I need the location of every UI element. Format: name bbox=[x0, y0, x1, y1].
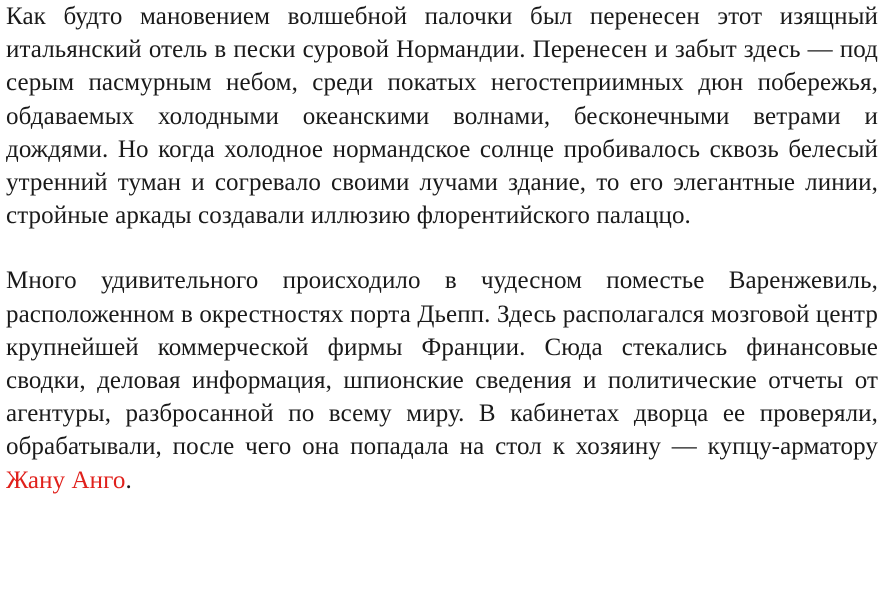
paragraph-hotel-description bbox=[6, 0, 878, 232]
paragraph-text-before: Много удивительного происходило в чудесном поместье Варенжевиль, расположенном в окрестностях порта Дьепп. Здесь располагался мозговой центр крупнейшей коммерческой фирмы Франции. Сюда стекались финансовые сводки, деловая информация, шпионские сведения и политические отчеты от агентуры, разбросанной по всему миру. В кабинетах дворца ее проверяли, обрабатывали, после чего она попадала на стол к хозяину — купцу-арматору bbox=[6, 267, 878, 461]
paragraph-text: Как будто мановением волшебной палочки был перенесен этот изящный итальянский отель в пески суровой Нормандии. Перенесен и забыт здесь — под серым пасмурным небом, среди покатых негостеприимных дюн побережья, обдаваемых холодными океанскими волнами, бесконечными ветрами и дождями. Но когда холодное нормандское солнце пробивалось сквозь белесый утренний туман и согревало своими лучами здание, то его элегантные линии, стройные аркады создавали иллюзию флорентийского палаццо. bbox=[6, 3, 878, 230]
paragraph-text-after: . bbox=[125, 466, 132, 494]
highlighted-name: Жану Анго bbox=[6, 466, 126, 494]
document-page bbox=[6, 0, 878, 497]
paragraph-estate-description bbox=[6, 264, 878, 496]
